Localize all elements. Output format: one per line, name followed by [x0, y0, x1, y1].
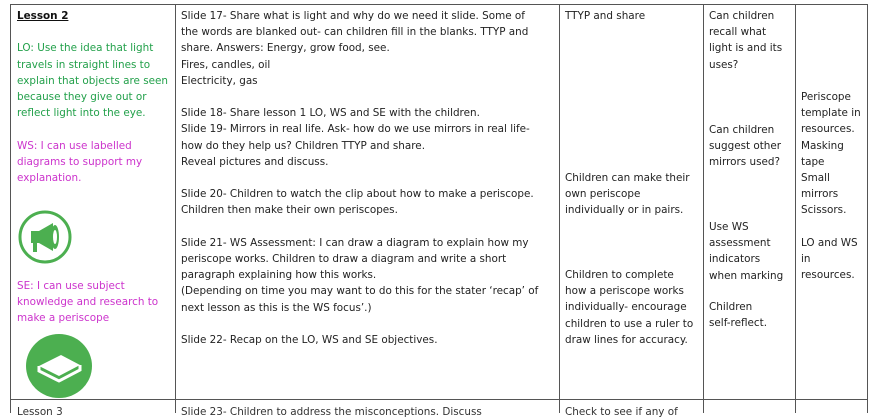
assess-3-block — [709, 219, 799, 284]
table-border-right — [867, 4, 868, 413]
row-divider — [10, 399, 868, 400]
slides-cell — [181, 8, 561, 348]
slide-21-line-5: next lesson as this is the WS focus’.) — [181, 301, 372, 314]
slide-18: Slide 18- Share lesson 1 LO, WS and SE with the children. — [181, 107, 480, 120]
assess-1-line-4: uses? — [709, 58, 739, 71]
table-border-left — [10, 4, 11, 413]
slide-21-line-1: Slide 21- WS Assessment: I can draw a diagram to explain how my — [181, 236, 529, 249]
resource-6: Small — [801, 172, 830, 185]
activity-3-line-4: children to use a ruler to — [565, 317, 694, 330]
assess-3-line-3: indicators — [709, 253, 761, 266]
slide-21-line-4: (Depending on time you may want to do this for the stater ‘recap’ of — [181, 285, 539, 298]
assess-3-line-4: when marking — [709, 269, 784, 282]
slide-17-line-5: Electricity, gas — [181, 74, 258, 87]
activity-2-line-2: own periscope — [565, 188, 641, 201]
lesson-title: Lesson 2 — [17, 10, 69, 22]
resource-3: resources. — [801, 123, 855, 136]
lo-text: LO: Use the idea that light travels in straight lines to explain that objects are seen because they give out or reflect light into the eye. — [17, 42, 169, 120]
table-divider-3 — [703, 4, 704, 413]
assess-4-line-2: self-reflect. — [709, 317, 767, 330]
resource-2: template in — [801, 107, 861, 120]
slide-20-line-2: Children then make their own periscopes. — [181, 204, 398, 217]
resource-10: in — [801, 253, 811, 266]
next-row-lesson: Lesson 3 — [17, 406, 63, 418]
activity-2-line-3: individually or in pairs. — [565, 204, 684, 217]
assess-2-block — [709, 122, 799, 171]
activity-2-line-1: Children can make their — [565, 172, 690, 184]
table-divider-4 — [795, 4, 796, 413]
next-row-slide: Slide 23- Children to address the misconceptions. Discuss — [181, 406, 482, 418]
activity-cell — [565, 8, 700, 24]
slide-19-line-3: Reveal pictures and discuss. — [181, 155, 329, 168]
activity-3-line-1: Children to complete — [565, 269, 674, 281]
activity-3-line-3: individually- encourage — [565, 301, 687, 314]
resources-2-block — [801, 235, 867, 284]
assess-1-line-1: Can children — [709, 10, 775, 22]
assess-1-line-2: recall what — [709, 26, 767, 39]
se-text: SE: I can use subject knowledge and research to make a periscope — [17, 280, 159, 325]
ws-text: WS: I can use labelled diagrams to support my explanation. — [17, 139, 143, 184]
se-cell — [17, 278, 177, 327]
resources-cell — [801, 89, 867, 219]
slide-17-line-1: Slide 17- Share what is light and why do we need it slide. Some of — [181, 10, 525, 22]
slide-19-line-1: Slide 19- Mirrors in real life. Ask- how do we use mirrors in real life- — [181, 123, 530, 136]
assess-4-line-1: Children — [709, 301, 753, 313]
book-icon — [25, 333, 93, 399]
assess-1-line-3: light is and its — [709, 42, 783, 55]
activity-3-line-2: how a periscope works — [565, 285, 684, 298]
slide-20-line-1: Slide 20- Children to watch the clip about how to make a periscope. — [181, 188, 534, 201]
activity-2-block — [565, 170, 700, 219]
assessment-cell — [709, 8, 794, 73]
resource-1: Periscope — [801, 91, 851, 103]
slide-17-line-4: Fires, candles, oil — [181, 58, 271, 71]
resource-8: Scissors. — [801, 204, 847, 217]
resource-9: LO and WS — [801, 237, 858, 249]
resource-4: Masking — [801, 139, 844, 152]
activity-1: TTYP and share — [565, 10, 646, 22]
megaphone-icon — [17, 209, 73, 265]
slide-17-line-3: share. Answers: Energy, grow food, see. — [181, 42, 390, 55]
assess-2-line-1: Can children — [709, 124, 775, 136]
objectives-cell — [17, 8, 177, 186]
slide-21-line-3: paragraph explaining how this works. — [181, 269, 377, 282]
assess-3-line-1: Use WS — [709, 221, 749, 233]
next-row-activity: Check to see if any of — [565, 406, 678, 418]
assess-2-line-3: mirrors used? — [709, 156, 780, 169]
slide-19-line-2: how do they help us? Children TTYP and share. — [181, 139, 426, 152]
assess-2-line-2: suggest other — [709, 140, 782, 153]
resource-7: mirrors — [801, 188, 839, 201]
slide-17-line-2: the words are blanked out- can children fill in the blanks. TTYP and — [181, 26, 529, 39]
activity-3-line-5: draw lines for accuracy. — [565, 333, 688, 346]
resource-5: tape — [801, 155, 825, 168]
slide-22: Slide 22- Recap on the LO, WS and SE objectives. — [181, 334, 438, 346]
slide-21-line-2: periscope works. Children to draw a diagram and write a short — [181, 253, 507, 265]
assess-3-line-2: assessment — [709, 237, 771, 250]
activity-3-block — [565, 267, 700, 348]
assess-4-block — [709, 299, 799, 331]
resource-11: resources. — [801, 269, 855, 282]
table-border-top — [10, 4, 868, 5]
